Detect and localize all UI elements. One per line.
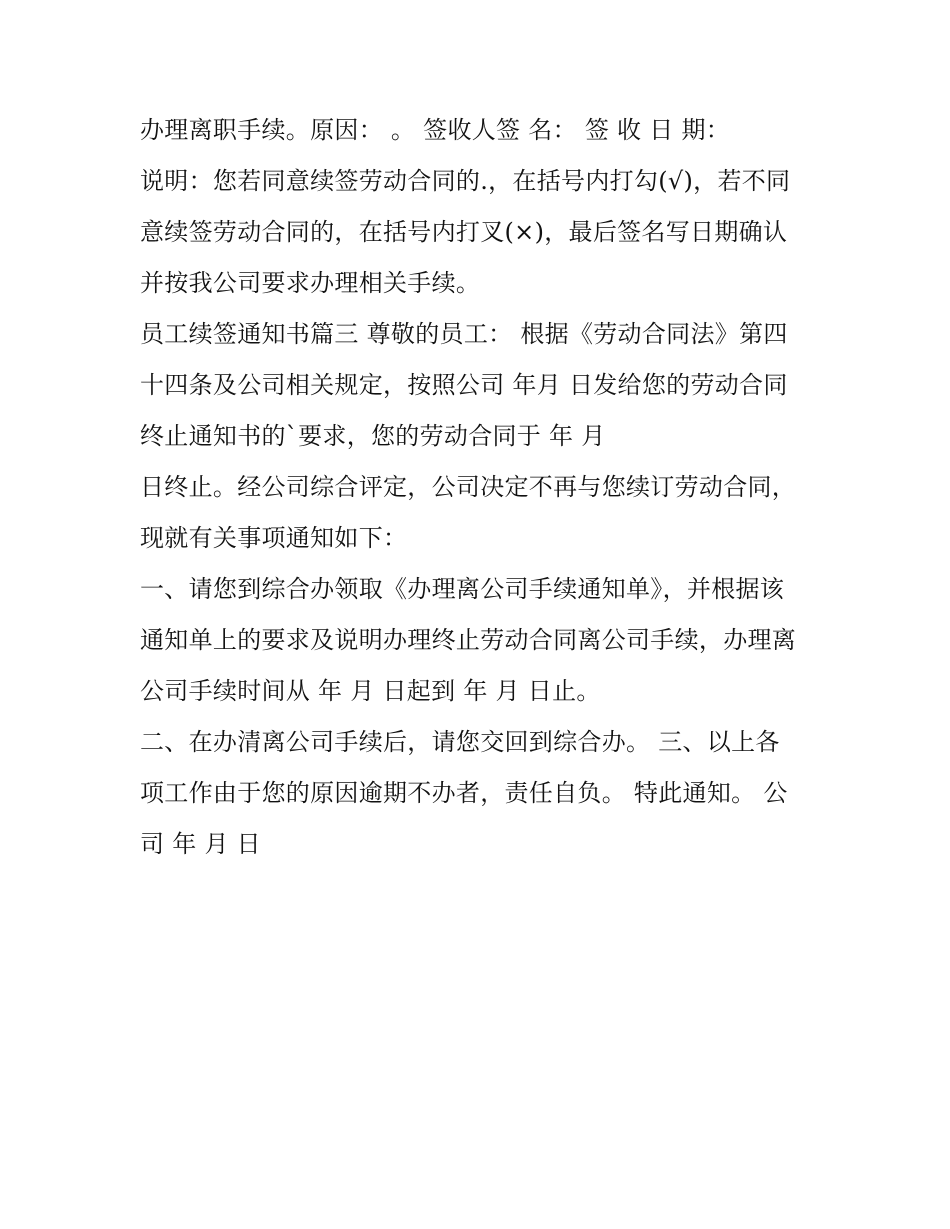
text-line: 十四条及公司相关规定，按照公司 年月 日发给您的劳动合同 bbox=[140, 371, 788, 399]
text-line: 说明：您若同意续签劳动合同的.，在括号内打勾(√)，若不同 bbox=[140, 167, 791, 195]
text-line: 意续签劳动合同的，在括号内打叉(×)，最后签名写日期确认 bbox=[140, 218, 788, 246]
text-line: 通知单上的要求及说明办理终止劳动合同离公司手续，办理离 bbox=[140, 626, 797, 654]
text-line: 二、在办清离公司手续后，请您交回到综合办。 三、以上各 bbox=[140, 728, 780, 756]
text-line: 员工续签通知书篇三 尊敬的员工： 根据《劳动合同法》第四 bbox=[140, 320, 788, 348]
text-line: 现就有关事项通知如下： bbox=[140, 524, 408, 552]
text-line: 公司手续时间从 年 月 日起到 年 月 日止。 bbox=[140, 677, 601, 705]
text-line: 一、请您到综合办领取《办理离公司手续通知单》，并根据该 bbox=[140, 575, 785, 603]
text-line: 终止通知书的`要求，您的劳动合同于 年 月 bbox=[140, 422, 606, 450]
text-line: 日终止。经公司综合评定，公司决定不再与您续订劳动合同， bbox=[140, 473, 797, 501]
text-line: 办理离职手续。原因： 。 签收人签 名： 签 收 日 期： bbox=[140, 116, 731, 144]
document-body bbox=[140, 109, 820, 874]
text-line: 项工作由于您的原因逾期不办者，责任自负。 特此通知。 公 bbox=[140, 779, 788, 807]
text-line: 并按我公司要求办理相关手续。 bbox=[140, 269, 481, 297]
text-line: 司 年 月 日 bbox=[140, 830, 261, 858]
